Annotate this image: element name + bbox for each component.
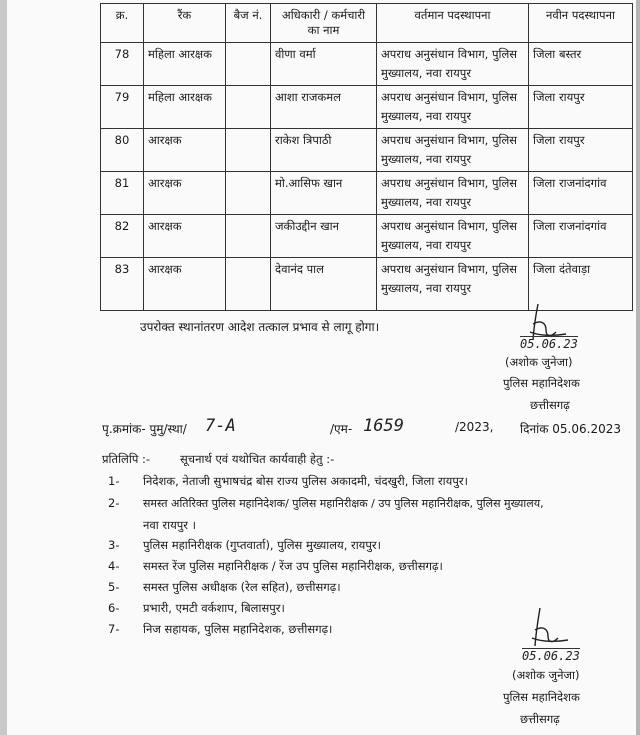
cell-name: जकीउद्दीन खान xyxy=(271,215,377,258)
signature-1-place: छत्तीसगढ़ xyxy=(530,398,570,412)
signature-2-name: (अशोक जुनेजा) xyxy=(512,668,580,682)
table-row xyxy=(101,43,633,86)
reference-mid: /एम- xyxy=(330,422,353,436)
reference-date: दिनांक 05.06.2023 xyxy=(520,422,621,436)
reference-prefix: पृ.क्रमांक- पुमु/स्था/ xyxy=(102,422,187,436)
cell-current-posting: अपराध अनुसंधान विभाग, पुलिस मुख्यालय, नवा रायपुर xyxy=(377,43,529,86)
table-row xyxy=(101,86,633,129)
copy-item-number: 3- xyxy=(108,538,120,552)
cell-rank: आरक्षक xyxy=(144,129,226,172)
table-header-row xyxy=(101,4,633,43)
signature-2-date: 05.06.23 xyxy=(522,649,580,663)
header-rank: रैंक xyxy=(144,4,226,43)
cell-current-posting: अपराध अनुसंधान विभाग, पुलिस मुख्यालय, नवा रायपुर xyxy=(377,258,529,311)
signature-2-place: छत्तीसगढ़ xyxy=(520,712,560,726)
cell-serial: 81 xyxy=(101,172,144,215)
cell-new-posting: जिला राजनांदगांव xyxy=(529,215,633,258)
cell-current-posting: अपराध अनुसंधान विभाग, पुलिस मुख्यालय, नवा रायपुर xyxy=(377,172,529,215)
cell-name: मो.आसिफ खान xyxy=(271,172,377,215)
cell-name: आशा राजकमल xyxy=(271,86,377,129)
copy-item-number: 2- xyxy=(108,496,120,510)
cell-serial: 83 xyxy=(101,258,144,311)
copy-item-number: 6- xyxy=(108,601,120,615)
cell-name: वीणा वर्मा xyxy=(271,43,377,86)
cell-badge xyxy=(226,215,271,258)
transfer-table xyxy=(100,3,633,311)
cell-serial: 82 xyxy=(101,215,144,258)
signature-1-designation: पुलिस महानिदेशक xyxy=(503,376,580,390)
signature-mark-2 xyxy=(522,606,582,652)
signature-2-designation: पुलिस महानिदेशक xyxy=(503,690,580,704)
cell-current-posting: अपराध अनुसंधान विभाग, पुलिस मुख्यालय, नवा रायपुर xyxy=(377,129,529,172)
cell-rank: महिला आरक्षक xyxy=(144,43,226,86)
cell-badge xyxy=(226,43,271,86)
copy-item-text: समस्त पुलिस अधीक्षक (रेल सहित), छत्तीसगढ़। xyxy=(143,580,341,594)
copy-item-text: पुलिस महानिरीक्षक (गुप्तवार्ता), पुलिस मुख्यालय, रायपुर। xyxy=(143,538,381,552)
cell-serial: 80 xyxy=(101,129,144,172)
copy-item-number: 5- xyxy=(108,580,120,594)
copy-item-text-continued: नवा रायपुर । xyxy=(143,518,197,532)
copy-item-text: समस्त अतिरिक्त पुलिस महानिदेशक/ पुलिस महानिरीक्षक / उप पुलिस महानिरीक्षक, पुलिस मुख्यालय, xyxy=(143,497,544,510)
signature-1-date: 05.06.23 xyxy=(520,337,578,351)
signature-1-name: (अशोक जुनेजा) xyxy=(505,355,573,369)
cell-badge xyxy=(226,258,271,311)
copy-item-number: 1- xyxy=(108,474,120,488)
cell-badge xyxy=(226,86,271,129)
copy-item-number: 7- xyxy=(108,622,120,636)
cell-new-posting: जिला दंतेवाड़ा xyxy=(529,258,633,311)
cell-serial: 79 xyxy=(101,86,144,129)
table-row xyxy=(101,129,633,172)
reference-handwritten-number: 7-A xyxy=(205,416,236,436)
copy-heading: प्रतिलिपि :- xyxy=(102,452,151,466)
cell-new-posting: जिला बस्तर xyxy=(529,43,633,86)
table-row xyxy=(101,215,633,258)
cell-rank: आरक्षक xyxy=(144,215,226,258)
cell-new-posting: जिला रायपुर xyxy=(529,129,633,172)
cell-badge xyxy=(226,172,271,215)
cell-new-posting: जिला रायपुर xyxy=(529,86,633,129)
copy-item-text: निज सहायक, पुलिस महानिदेशक, छत्तीसगढ़। xyxy=(143,622,333,636)
copy-subheading: सूचनार्थ एवं यथोचित कार्यवाही हेतु :- xyxy=(180,452,335,466)
page-right-edge xyxy=(636,0,640,735)
reference-handwritten-dispatch: 1659 xyxy=(363,416,404,436)
cell-name: राकेश त्रिपाठी xyxy=(271,129,377,172)
cell-rank: आरक्षक xyxy=(144,172,226,215)
cell-current-posting: अपराध अनुसंधान विभाग, पुलिस मुख्यालय, नवा रायपुर xyxy=(377,86,529,129)
page-left-edge xyxy=(0,0,7,735)
header-badge: बैज नं. xyxy=(226,4,271,43)
header-serial: क्र. xyxy=(101,4,144,43)
cell-badge xyxy=(226,129,271,172)
header-new-posting: नवीन पदस्थापना xyxy=(529,4,633,43)
reference-year: /2023, xyxy=(455,420,494,434)
cell-name: देवानंद पाल xyxy=(271,258,377,311)
copy-item-text: प्रभारी, एमटी वर्कशाप, बिलासपुर। xyxy=(143,601,285,615)
cell-new-posting: जिला राजनांदगांव xyxy=(529,172,633,215)
copy-item-text: समस्त रेंज पुलिस महानिरीक्षक / रेंज उप पुलिस महानिरीक्षक, छत्तीसगढ़। xyxy=(143,559,443,573)
cell-serial: 78 xyxy=(101,43,144,86)
cell-rank: आरक्षक xyxy=(144,258,226,311)
copy-item-number: 4- xyxy=(108,559,120,573)
cell-rank: महिला आरक्षक xyxy=(144,86,226,129)
header-current-posting: वर्तमान पदस्थापना xyxy=(377,4,529,43)
table-row xyxy=(101,172,633,215)
effect-note: उपरोक्त स्थानांतरण आदेश तत्काल प्रभाव से लागू होगा। xyxy=(140,320,380,334)
header-name: अधिकारी / कर्मचारी का नाम xyxy=(271,4,377,43)
copy-item-text: निदेशक, नेताजी सुभाषचंद्र बोस राज्य पुलिस अकादमी, चंदखुरी, जिला रायपुर। xyxy=(143,474,468,488)
cell-current-posting: अपराध अनुसंधान विभाग, पुलिस मुख्यालय, नवा रायपुर xyxy=(377,215,529,258)
